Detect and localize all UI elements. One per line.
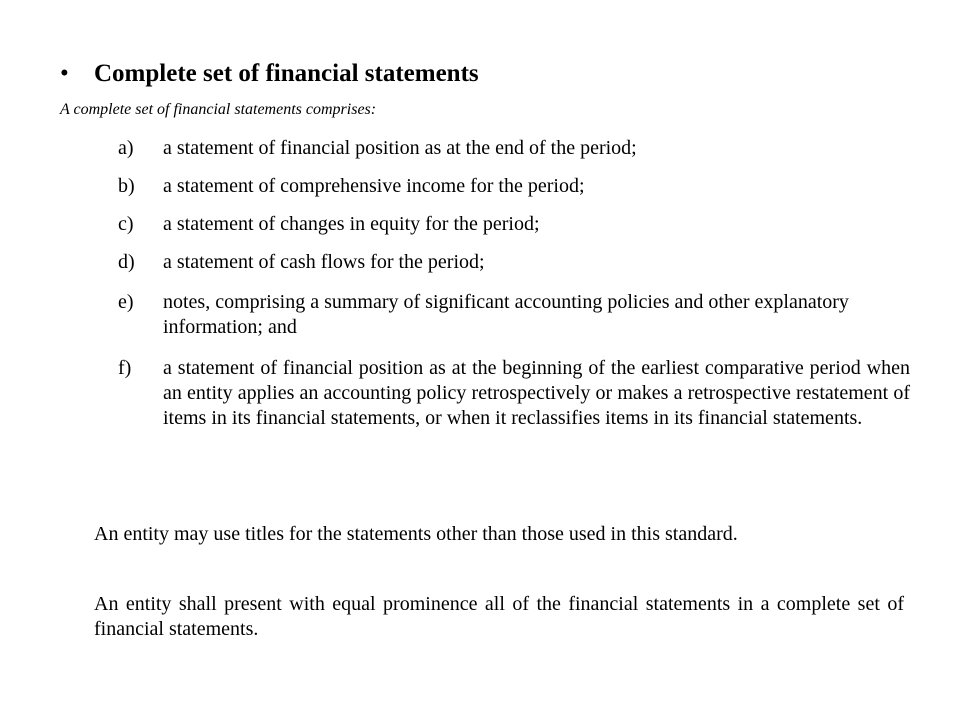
list-item-e [118, 290, 878, 340]
list-item-f [118, 356, 910, 431]
heading-text: Complete set of financial statements [94, 60, 479, 87]
list-item-letter: e) [118, 291, 134, 313]
list-item-b [118, 174, 908, 199]
list-item-c [118, 212, 908, 237]
list-item-letter: b) [118, 175, 135, 197]
list-item-text: notes, comprising a summary of significant accounting policies and other explanatory information; and [163, 291, 849, 338]
list-item-text: a statement of financial position as at the end of the period; [163, 137, 637, 159]
list-item-letter: f) [118, 357, 132, 379]
list-item-a [118, 136, 908, 161]
paragraph-prominence: An entity shall present with equal prominence all of the financial statements in a complete set of financial statements. [94, 593, 904, 640]
list-item-text: a statement of cash flows for the period; [163, 251, 485, 273]
list-item-text: a statement of comprehensive income for the period; [163, 175, 585, 197]
paragraph-titles: An entity may use titles for the statements other than those used in this standard. [94, 523, 738, 545]
slide-heading [60, 56, 479, 92]
list-item-text: a statement of changes in equity for the period; [163, 213, 540, 235]
bullet-icon: • [60, 60, 69, 87]
list-item-d [118, 250, 908, 275]
list-item-letter: a) [118, 137, 134, 159]
intro-text: A complete set of financial statements comprises: [60, 101, 377, 118]
list-item-letter: d) [118, 251, 135, 273]
list-item-letter: c) [118, 213, 134, 235]
list-item-text: a statement of financial position as at the beginning of the earliest comparative period when an entity applies an accounting policy retrospectively or makes a retrospective restatement of items in its financial statements, or when it reclassifies items in its financial statements. [163, 357, 910, 429]
